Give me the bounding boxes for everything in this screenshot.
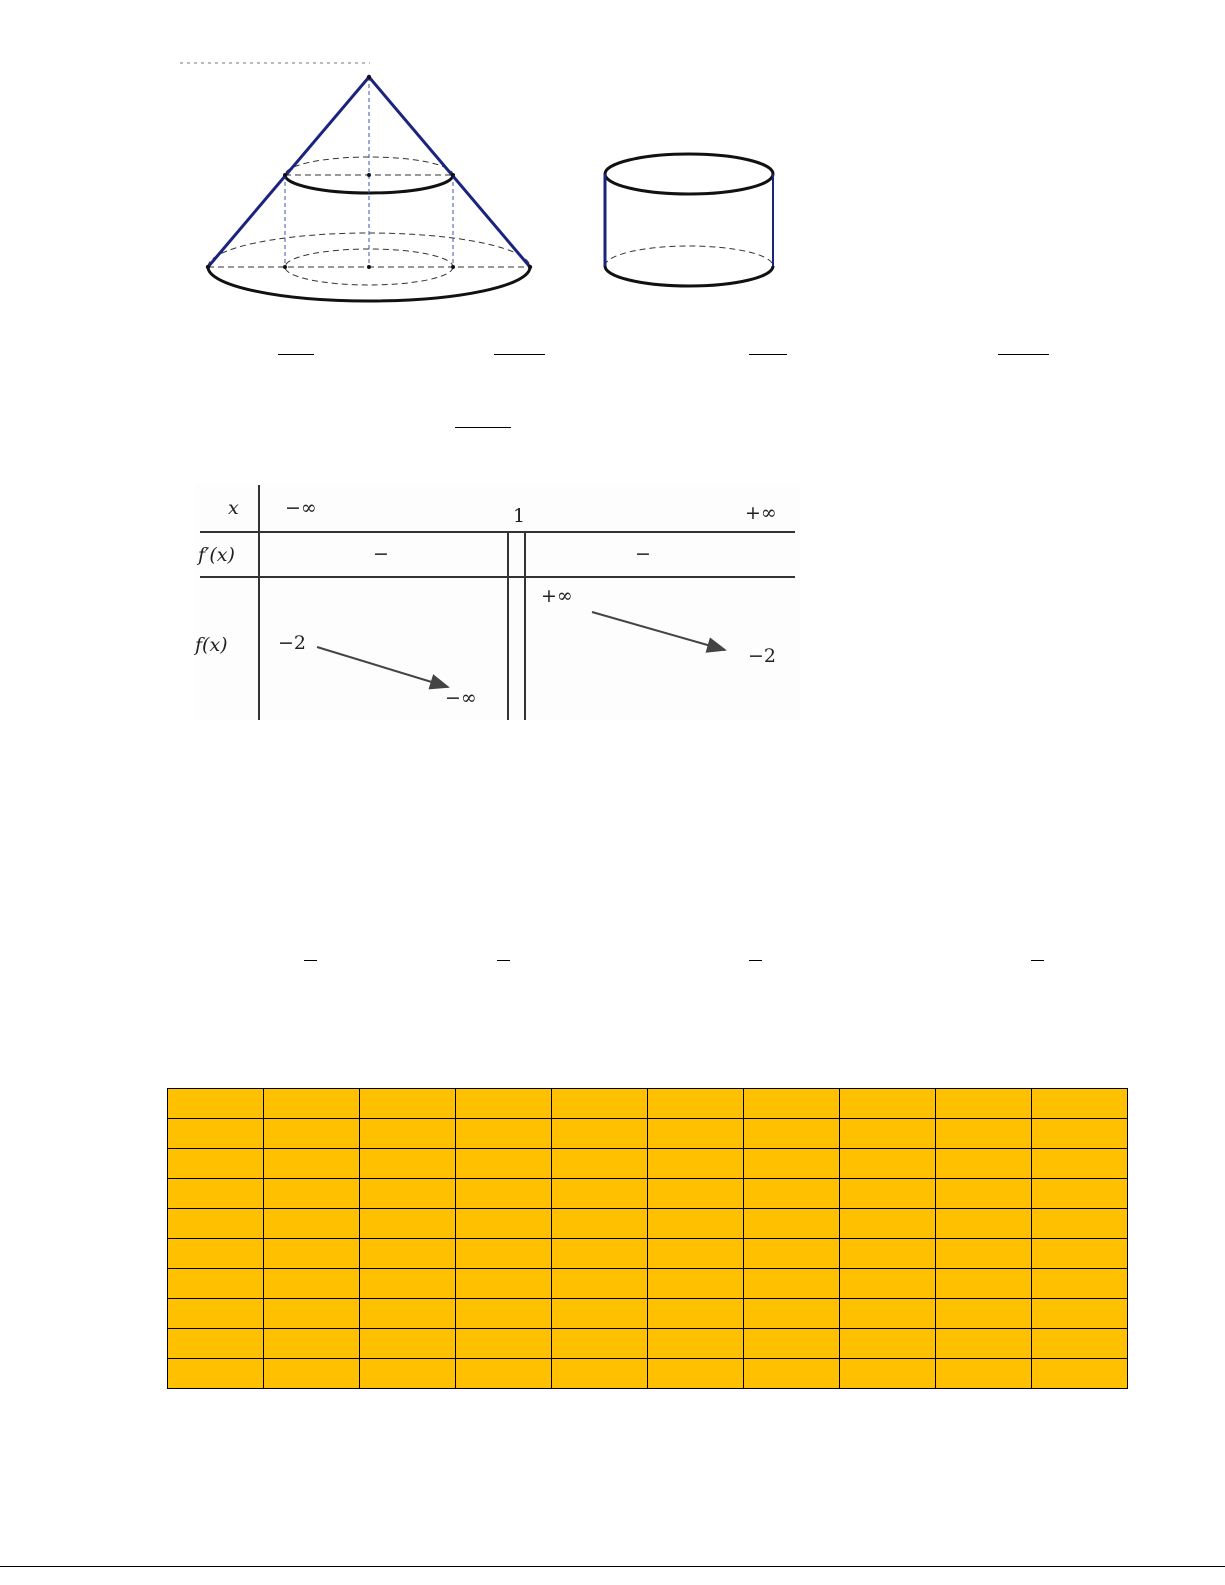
- answer-grid-cell: [456, 1179, 552, 1209]
- answer-grid-cell: [936, 1359, 1032, 1389]
- variation-table-lines: [195, 485, 800, 720]
- answer-grid-cell: [360, 1149, 456, 1179]
- answer-grid-cell: [1032, 1119, 1128, 1149]
- answer-grid-row: [168, 1209, 1128, 1239]
- answer-grid-cell: [360, 1359, 456, 1389]
- answer-grid-cell: [744, 1149, 840, 1179]
- answer-grid-cell: [840, 1359, 936, 1389]
- answer-grid-cell: [168, 1239, 264, 1269]
- answer-grid-cell: [264, 1119, 360, 1149]
- answer-grid-row: [168, 1179, 1128, 1209]
- answer-grid-cell: [744, 1089, 840, 1119]
- footer-rule: [0, 1566, 1225, 1567]
- f-right-end: −2: [748, 645, 777, 667]
- answer-grid-cell: [744, 1239, 840, 1269]
- fraction-bar: [998, 354, 1049, 355]
- overline-mark: [749, 960, 762, 961]
- answer-grid-cell: [168, 1119, 264, 1149]
- answer-grid-cell: [168, 1299, 264, 1329]
- answer-grid-cell: [168, 1209, 264, 1239]
- fprime-label: f′(x): [198, 544, 235, 566]
- answer-grid-cell: [168, 1179, 264, 1209]
- answer-grid-cell: [264, 1179, 360, 1209]
- answer-grid-row: [168, 1149, 1128, 1179]
- answer-grid-cell: [648, 1359, 744, 1389]
- answer-grid-cell: [840, 1269, 936, 1299]
- answer-grid-cell: [264, 1269, 360, 1299]
- answer-grid-cell: [936, 1089, 1032, 1119]
- answer-grid-cell: [168, 1089, 264, 1119]
- answer-grid-cell: [1032, 1329, 1128, 1359]
- answer-grid-cell: [840, 1209, 936, 1239]
- answer-grid-cell: [1032, 1179, 1128, 1209]
- answer-grid-row: [168, 1329, 1128, 1359]
- answer-grid-cell: [456, 1299, 552, 1329]
- fraction-bar: [455, 427, 511, 428]
- answer-grid-cell: [744, 1179, 840, 1209]
- answer-grid-cell: [1032, 1149, 1128, 1179]
- x-label: x: [228, 497, 239, 519]
- answer-grid-cell: [744, 1359, 840, 1389]
- answer-grid-cell: [552, 1239, 648, 1269]
- answer-grid-cell: [360, 1119, 456, 1149]
- answer-grid-cell: [264, 1299, 360, 1329]
- answer-grid: [167, 1088, 1128, 1389]
- answer-grid-cell: [744, 1269, 840, 1299]
- answer-grid-cell: [936, 1239, 1032, 1269]
- answer-grid-cell: [360, 1269, 456, 1299]
- answer-grid-cell: [552, 1179, 648, 1209]
- answer-grid-cell: [648, 1239, 744, 1269]
- f-left-end: −∞: [445, 687, 477, 709]
- answer-grid-cell: [1032, 1359, 1128, 1389]
- sign-left: −: [373, 543, 389, 565]
- answer-grid-cell: [264, 1359, 360, 1389]
- answer-grid-cell: [1032, 1239, 1128, 1269]
- answer-grid-cell: [744, 1119, 840, 1149]
- answer-grid-cell: [168, 1269, 264, 1299]
- answer-grid-cell: [456, 1359, 552, 1389]
- answer-grid-cell: [264, 1209, 360, 1239]
- answer-grid-cell: [1032, 1089, 1128, 1119]
- answer-grid-cell: [840, 1239, 936, 1269]
- answer-grid-cell: [264, 1239, 360, 1269]
- answer-grid-cell: [648, 1119, 744, 1149]
- fraction-bar: [494, 354, 545, 355]
- answer-grid-cell: [456, 1329, 552, 1359]
- answer-grid-cell: [456, 1089, 552, 1119]
- answer-grid-cell: [648, 1329, 744, 1359]
- answer-grid-cell: [456, 1239, 552, 1269]
- answer-grid-cell: [840, 1299, 936, 1329]
- answer-grid-cell: [936, 1149, 1032, 1179]
- fraction-bar: [278, 354, 314, 355]
- answer-grid-cell: [840, 1089, 936, 1119]
- answer-grid-cell: [168, 1149, 264, 1179]
- answer-grid-cell: [1032, 1269, 1128, 1299]
- answer-grid-cell: [552, 1269, 648, 1299]
- answer-grid-cell: [840, 1329, 936, 1359]
- f-label: f(x): [195, 634, 228, 656]
- answer-grid-row: [168, 1269, 1128, 1299]
- answer-grid-cell: [1032, 1299, 1128, 1329]
- answer-grid-cell: [360, 1239, 456, 1269]
- answer-grid-cell: [552, 1359, 648, 1389]
- answer-grid-cell: [552, 1149, 648, 1179]
- geometry-figures: [0, 0, 1225, 330]
- answer-grid-cell: [360, 1089, 456, 1119]
- answer-grid-cell: [648, 1209, 744, 1239]
- answer-grid-cell: [552, 1209, 648, 1239]
- answer-grid-cell: [264, 1149, 360, 1179]
- answer-grid-cell: [264, 1089, 360, 1119]
- overline-mark: [497, 960, 510, 961]
- answer-grid-cell: [456, 1119, 552, 1149]
- cylinder-figure: [605, 154, 773, 286]
- f-right-start: +∞: [541, 585, 573, 607]
- answer-grid-cell: [936, 1269, 1032, 1299]
- fraction-bar: [749, 354, 787, 355]
- overline-mark: [1031, 960, 1044, 961]
- answer-grid-cell: [648, 1299, 744, 1329]
- answer-grid-cell: [264, 1329, 360, 1359]
- answer-grid-cell: [456, 1209, 552, 1239]
- answer-grid-cell: [360, 1299, 456, 1329]
- answer-grid-cell: [840, 1119, 936, 1149]
- answer-grid-cell: [552, 1299, 648, 1329]
- answer-grid-cell: [936, 1329, 1032, 1359]
- answer-grid-cell: [552, 1329, 648, 1359]
- answer-grid-cell: [552, 1119, 648, 1149]
- answer-grid-row: [168, 1359, 1128, 1389]
- answer-grid-row: [168, 1089, 1128, 1119]
- x-right-value: +∞: [745, 502, 777, 524]
- answer-grid-cell: [360, 1329, 456, 1359]
- answer-grid-cell: [456, 1269, 552, 1299]
- x-mid-value: 1: [513, 505, 526, 527]
- answer-grid-cell: [936, 1299, 1032, 1329]
- answer-grid-cell: [744, 1329, 840, 1359]
- answer-grid-cell: [936, 1119, 1032, 1149]
- answer-grid-row: [168, 1119, 1128, 1149]
- answer-grid-cell: [648, 1089, 744, 1119]
- answer-grid-cell: [744, 1209, 840, 1239]
- f-left-start: −2: [278, 632, 307, 654]
- answer-grid-cell: [360, 1179, 456, 1209]
- answer-grid-cell: [648, 1179, 744, 1209]
- answer-grid-cell: [744, 1299, 840, 1329]
- answer-grid-cell: [1032, 1209, 1128, 1239]
- answer-grid-cell: [648, 1269, 744, 1299]
- answer-grid-cell: [456, 1149, 552, 1179]
- sign-right: −: [635, 543, 651, 565]
- answer-grid-cell: [936, 1209, 1032, 1239]
- answer-grid-cell: [552, 1089, 648, 1119]
- answer-grid-cell: [936, 1179, 1032, 1209]
- answer-grid-cell: [840, 1179, 936, 1209]
- answer-grid-cell: [168, 1329, 264, 1359]
- answer-grid-row: [168, 1299, 1128, 1329]
- answer-grid-row: [168, 1239, 1128, 1269]
- answer-grid-cell: [168, 1359, 264, 1389]
- x-left-value: −∞: [285, 497, 317, 519]
- answer-grid-cell: [648, 1149, 744, 1179]
- answer-grid-cell: [840, 1149, 936, 1179]
- answer-grid-cell: [360, 1209, 456, 1239]
- variation-table: [195, 485, 800, 720]
- cone-figure: [206, 75, 532, 301]
- overline-mark: [304, 960, 317, 961]
